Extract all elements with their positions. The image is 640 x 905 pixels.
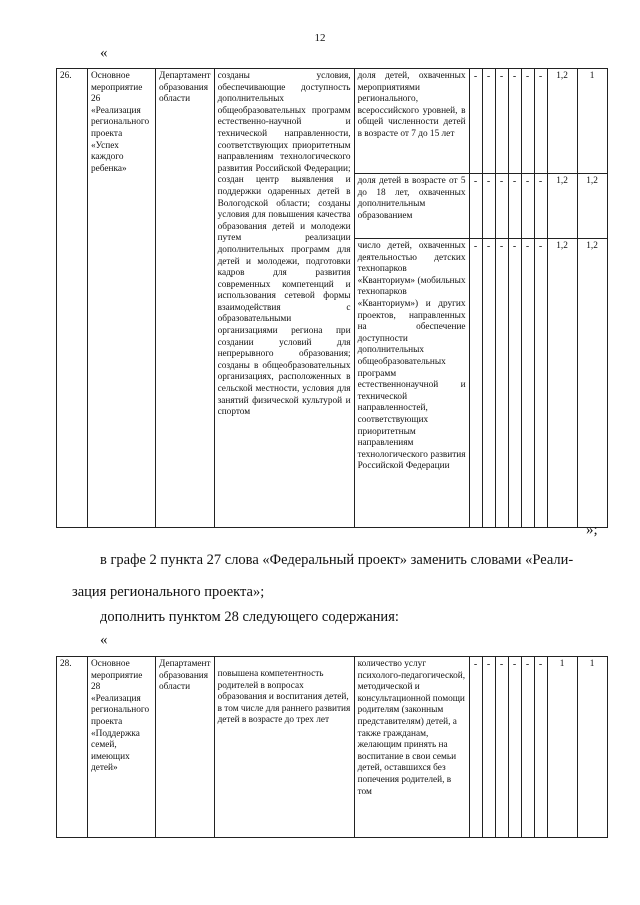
paragraph-amendment-27: в графе 2 пункта 27 слова «Федеральный проект» заменить словами «Реали- (100, 552, 574, 568)
value-cell: 1 (547, 657, 577, 838)
dash-cell: - (534, 69, 547, 174)
value-cell: 1,2 (547, 239, 577, 528)
expected-results: созданы условия, обеспечивающие доступность дополнительных общеобразовательных программ естественно-научной и технической направленности, соответствующих приоритетным направлениям технологического развития Российской Федерации; создан центр выявления и поддержки одаренных детей в Вологодской области; созданы условия для повышения качества образования детей и молодежи путем реализации дополнительных программ для детей и молодежи, подготовки кадров для развития современных компетенций и использования сетевой формы взаимодействия с образовательными организациями региона при создании условий для непрерывного образования; созданы в общеобразовательных организациях, расположенных в сельской местности, условия для занятий физической культурой и спортом (214, 69, 354, 528)
value-cell: 1 (577, 657, 607, 838)
dash-cell: - (508, 69, 521, 174)
dash-cell: - (495, 69, 508, 174)
paragraph-amendment-27-cont: зация регионального проекта»; (72, 584, 265, 600)
opening-quote: « (100, 632, 108, 648)
dash-cell: - (469, 657, 482, 838)
dash-cell: - (495, 657, 508, 838)
dash-cell: - (521, 69, 534, 174)
dash-cell: - (495, 239, 508, 528)
dash-cell: - (482, 174, 495, 239)
dash-cell: - (469, 69, 482, 174)
value-cell: 1 (577, 69, 607, 174)
value-cell: 1,2 (547, 69, 577, 174)
dash-cell: - (534, 657, 547, 838)
item-number: 28. (57, 657, 88, 838)
indicator-cell: количество услуг психолого-педагогической, методической и консультационной помощи родителям (законным представителям) детей, а также гражданам, желающим принять на воспитание в свои семьи детей, оставшихся без попечения родителей, в том (354, 657, 469, 838)
dash-cell: - (508, 657, 521, 838)
paragraph-add-28: дополнить пунктом 28 следующего содержания: (100, 609, 399, 625)
executor: Департамент образования области (156, 657, 215, 838)
indicator-cell: доля детей, охваченных мероприятиями регионального, всероссийского уровней, в общей численности детей в возрасте от 7 до 15 лет (354, 69, 469, 174)
expected-results: повышена компетентность родителей в вопросах образования и воспитания детей, в том числе для раннего развития детей в возрасте до трех лет (214, 657, 354, 838)
indicator-cell: число детей, охваченных деятельностью детских технопарков «Кванториум» (мобильных технопарков «Кванториум») и других проектов, направленных на обеспечение доступности дополнительных общеобразовательных программ естественнонаучной и технической направленностей, соответствующих приоритетным направлениям технологического развития Российской Федерации (354, 239, 469, 528)
measure-name: Основное мероприятие 26 «Реализация регионального проекта «Успех каждого ребенка» (88, 69, 156, 528)
table-row (57, 657, 608, 838)
executor: Департамент образования области (156, 69, 215, 528)
value-cell: 1,2 (547, 174, 577, 239)
dash-cell: - (482, 239, 495, 528)
dash-cell: - (482, 657, 495, 838)
measure-name: Основное мероприятие 28 «Реализация регионального проекта «Поддержка семей, имеющих детей» (88, 657, 156, 838)
dash-cell: - (534, 239, 547, 528)
opening-quote: « (100, 45, 108, 61)
page-number: 12 (314, 32, 326, 44)
dash-cell: - (495, 174, 508, 239)
item-number: 26. (57, 69, 88, 528)
value-cell: 1,2 (577, 174, 607, 239)
dash-cell: - (469, 239, 482, 528)
table-row (57, 69, 608, 174)
value-cell: 1,2 (577, 239, 607, 528)
dash-cell: - (521, 657, 534, 838)
dash-cell: - (469, 174, 482, 239)
dash-cell: - (521, 174, 534, 239)
dash-cell: - (482, 69, 495, 174)
dash-cell: - (534, 174, 547, 239)
table-item-28 (56, 656, 608, 838)
dash-cell: - (521, 239, 534, 528)
closing-quote: »; (586, 522, 598, 538)
dash-cell: - (508, 239, 521, 528)
table-item-26 (56, 68, 608, 528)
dash-cell: - (508, 174, 521, 239)
indicator-cell: доля детей в возрасте от 5 до 18 лет, охваченных дополнительным образованием (354, 174, 469, 239)
